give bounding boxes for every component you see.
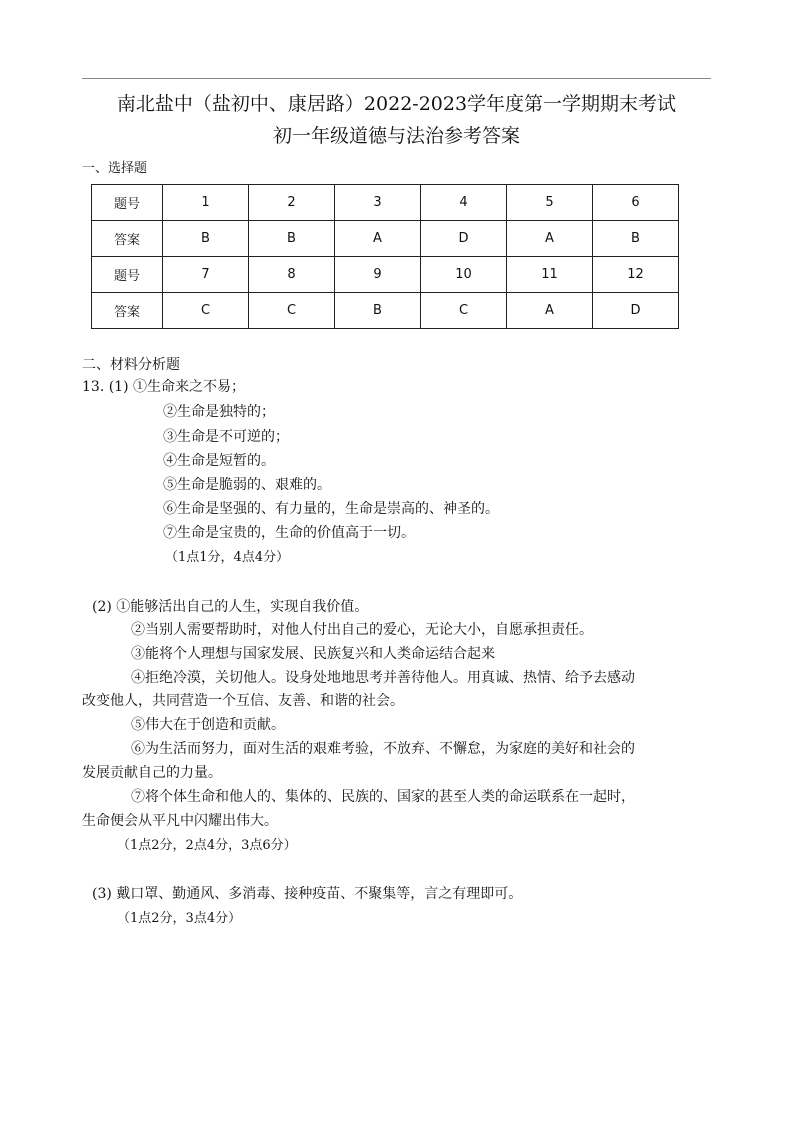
table-cell: 7 xyxy=(163,257,249,293)
q13-part2-line: ⑤伟大在于创造和贡献。 xyxy=(131,717,285,733)
table-row xyxy=(92,221,679,257)
q13-part3-line: (3) 戴口罩、勤通风、多消毒、接种疫苗、不聚集等，言之有理即可。 xyxy=(92,886,523,902)
section-heading-analysis: 二、材料分析题 xyxy=(82,357,180,373)
q13-part1-line: ⑦生命是宝贵的，生命的价值高于一切。 xyxy=(163,525,415,541)
table-cell: A xyxy=(507,293,593,329)
table-cell: 10 xyxy=(421,257,507,293)
row-header: 题号 xyxy=(92,185,163,221)
table-cell: 12 xyxy=(593,257,679,293)
q13-part1-score: （1点1分，4点4分） xyxy=(165,550,290,565)
table-cell: 9 xyxy=(335,257,421,293)
table-row xyxy=(92,185,679,221)
q13-part2-line: ⑦将个体生命和他人的、集体的、民族的、国家的甚至人类的命运联系在一起时， xyxy=(131,789,635,805)
q13-part1-line: 13. (1) ①生命来之不易； xyxy=(82,379,245,395)
table-row xyxy=(92,293,679,329)
q13-part1-line: ②生命是独特的； xyxy=(163,404,275,420)
table-cell: B xyxy=(163,221,249,257)
table-cell: A xyxy=(335,221,421,257)
q13-part2-line: 发展贡献自己的力量。 xyxy=(82,765,222,781)
q13-part1-line: ⑤生命是脆弱的、艰难的。 xyxy=(163,477,331,493)
table-cell: D xyxy=(593,293,679,329)
q13-part2-score: （1点2分，2点4分，3点6分） xyxy=(117,838,297,853)
q13-part2-line: ④拒绝冷漠，关切他人。设身处地地思考并善待他人。用真诚、热情、给予去感动 xyxy=(131,670,635,686)
q13-part1-line: ⑥生命是坚强的、有力量的，生命是崇高的、神圣的。 xyxy=(163,501,499,517)
table-cell: B xyxy=(249,221,335,257)
row-header: 答案 xyxy=(92,293,163,329)
table-cell: 2 xyxy=(249,185,335,221)
q13-part2-line: ②当别人需要帮助时，对他人付出自己的爱心，无论大小，自愿承担责任。 xyxy=(131,622,593,638)
q13-part2-line: 生命便会从平凡中闪耀出伟大。 xyxy=(82,813,278,829)
q13-part2-line: ⑥为生活而努力，面对生活的艰难考验，不放弃、不懈怠，为家庭的美好和社会的 xyxy=(131,741,635,757)
table-cell: 3 xyxy=(335,185,421,221)
table-cell: 8 xyxy=(249,257,335,293)
answer-table xyxy=(91,184,679,329)
table-cell: 4 xyxy=(421,185,507,221)
row-header: 题号 xyxy=(92,257,163,293)
document-title: 南北盐中（盐初中、康居路）2022-2023学年度第一学期期末考试 xyxy=(116,93,677,115)
header-rule xyxy=(82,78,711,79)
q13-part2-line: (2) ①能够活出自己的人生，实现自我价值。 xyxy=(92,599,369,615)
q13-part2-line: ③能将个人理想与国家发展、民族复兴和人类命运结合起来 xyxy=(131,646,495,662)
table-cell: 6 xyxy=(593,185,679,221)
table-cell: C xyxy=(421,293,507,329)
table-cell: A xyxy=(507,221,593,257)
table-cell: D xyxy=(421,221,507,257)
table-cell: B xyxy=(593,221,679,257)
section-heading-choice: 一、选择题 xyxy=(82,161,148,176)
table-cell: C xyxy=(163,293,249,329)
table-cell: 11 xyxy=(507,257,593,293)
document-subtitle: 初一年级道德与法治参考答案 xyxy=(272,125,520,147)
table-cell: C xyxy=(249,293,335,329)
q13-part1-line: ④生命是短暂的。 xyxy=(163,453,275,469)
row-header: 答案 xyxy=(92,221,163,257)
table-cell: B xyxy=(335,293,421,329)
table-cell: 5 xyxy=(507,185,593,221)
q13-part3-score: （1点2分，3点4分） xyxy=(117,911,242,926)
table-cell: 1 xyxy=(163,185,249,221)
table-row xyxy=(92,257,679,293)
q13-part2-line: 改变他人，共同营造一个互信、友善、和谐的社会。 xyxy=(82,693,404,709)
q13-part1-line: ③生命是不可逆的； xyxy=(163,429,289,445)
